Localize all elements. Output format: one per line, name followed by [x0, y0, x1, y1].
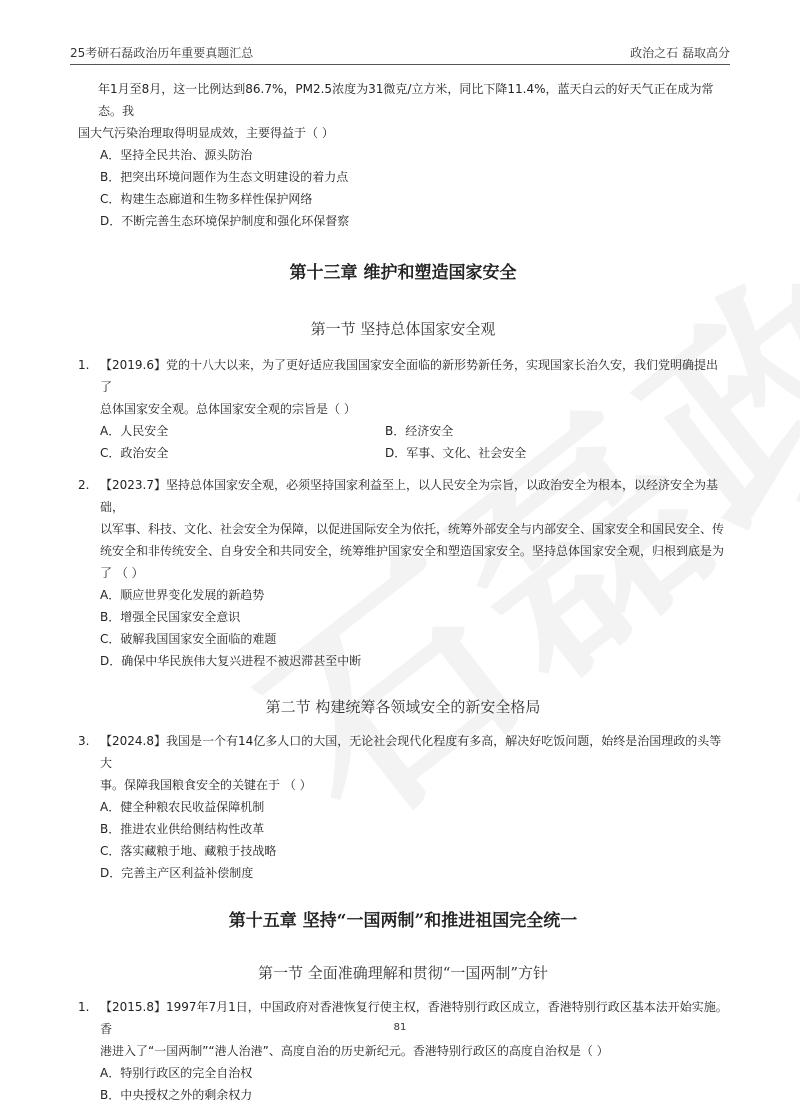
option-a: A．顺应世界变化发展的新趋势 — [100, 588, 265, 602]
option-a: A．坚持全民共治、源头防治 — [100, 148, 253, 162]
option-d: D．军事、文化、社会安全 — [385, 446, 527, 460]
option-b: B．推进农业供给侧结构性改革 — [100, 822, 265, 836]
question-text-line: 统安全和非传统安全、自身安全和共同安全，统筹维护国家安全和塑造国家安全。坚持总体国家安全观，归根到底是为 — [100, 544, 725, 558]
question-text-line: 【2019.6】党的十八大以来，为了更好适应我国国家安全面临的新形势新任务，实现国家长治久安，我们党明确提出了 — [100, 358, 718, 394]
question-3 — [78, 730, 728, 796]
header-divider — [70, 64, 730, 65]
page-body — [78, 78, 728, 1106]
options-row — [78, 420, 728, 442]
question-text-line: 港进入了“一国两制”“港人治港”、高度自治的历史新纪元。香港特别行政区的高度自治权是（ ） — [100, 1044, 609, 1058]
question-number: 3. — [78, 734, 90, 748]
question-text-line: 【2023.7】坚持总体国家安全观，必须坚持国家利益至上，以人民安全为宗旨，以政治安全为根本，以经济安全为基础， — [100, 478, 718, 514]
question-text-line: 事。保障我国粮食安全的关键在于 （ ） — [100, 778, 312, 792]
option-a: A．健全种粮农民收益保障机制 — [100, 800, 265, 814]
page-number: 81 — [393, 1022, 407, 1033]
continued-question — [78, 78, 728, 232]
option-c: C．政治安全 — [100, 446, 169, 460]
section-title: 第二节 构建统筹各领域安全的新安全格局 — [265, 698, 541, 716]
section-title: 第一节 全面准确理解和贯彻“一国两制”方针 — [257, 964, 549, 982]
question-text-line: 【2015.8】1997年7月1日，中国政府对香港恢复行使主权，香港特别行政区成立，香港特别行政区基本法开始实施。香 — [100, 1000, 728, 1036]
option-d: D．不断完善生态环境保护制度和强化环保督察 — [100, 214, 350, 228]
header-slogan: 政治之石 磊取高分 — [630, 46, 730, 60]
question-number: 1. — [78, 1000, 90, 1014]
option-d: D．确保中华民族伟大复兴进程不被迟滞甚至中断 — [100, 654, 362, 668]
option-b: B．增强全民国家安全意识 — [100, 610, 241, 624]
chapter-title: 第十五章 坚持“一国两制”和推进祖国完全统一 — [228, 911, 578, 931]
question-text-line: 以军事、科技、文化、社会安全为保障，以促进国际安全为依托，统筹外部安全与内部安全、国家安全和国民安全、传 — [100, 522, 725, 536]
option-c: C．破解我国国家安全面临的难题 — [100, 632, 277, 646]
section-title: 第一节 坚持总体国家安全观 — [310, 320, 496, 338]
question-text-line: 【2024.8】我国是一个有14亿多人口的大国，无论社会现代化程度有多高，解决好吃饭问题，始终是治国理政的头等大 — [100, 734, 722, 770]
header-title: 25考研石磊政治历年重要真题汇总 — [70, 46, 254, 60]
question-1 — [78, 354, 728, 420]
question-number: 2. — [78, 478, 90, 492]
option-b: B．经济安全 — [385, 424, 454, 438]
option-c: C．构建生态廊道和生物多样性保护网络 — [100, 192, 313, 206]
question-text-line: 了 （ ） — [100, 566, 144, 580]
question-text-line: 国大气污染治理取得明显成效，主要得益于（ ） — [78, 126, 334, 140]
question-number: 1. — [78, 358, 90, 372]
chapter-title: 第十三章 维护和塑造国家安全 — [289, 263, 517, 283]
option-b: B．把突出环境问题作为生态文明建设的着力点 — [100, 170, 349, 184]
option-c: C．落实藏粮于地、藏粮于技战略 — [100, 844, 277, 858]
option-d: D．完善主产区利益补偿制度 — [100, 866, 254, 880]
question-2 — [78, 474, 728, 584]
option-b: B．中央授权之外的剩余权力 — [100, 1088, 253, 1102]
option-a: A．特别行政区的完全自治权 — [100, 1066, 253, 1080]
options-row — [78, 442, 728, 464]
question-text-line: 年1月至8月，这一比例达到86.7%，PM2.5浓度为31微克/立方米，同比下降11.4%，蓝天白云的好天气正在成为常态。我 — [98, 82, 714, 118]
option-a: A．人民安全 — [100, 424, 169, 438]
question-text-line: 总体国家安全观。总体国家安全观的宗旨是（ ） — [100, 402, 356, 416]
